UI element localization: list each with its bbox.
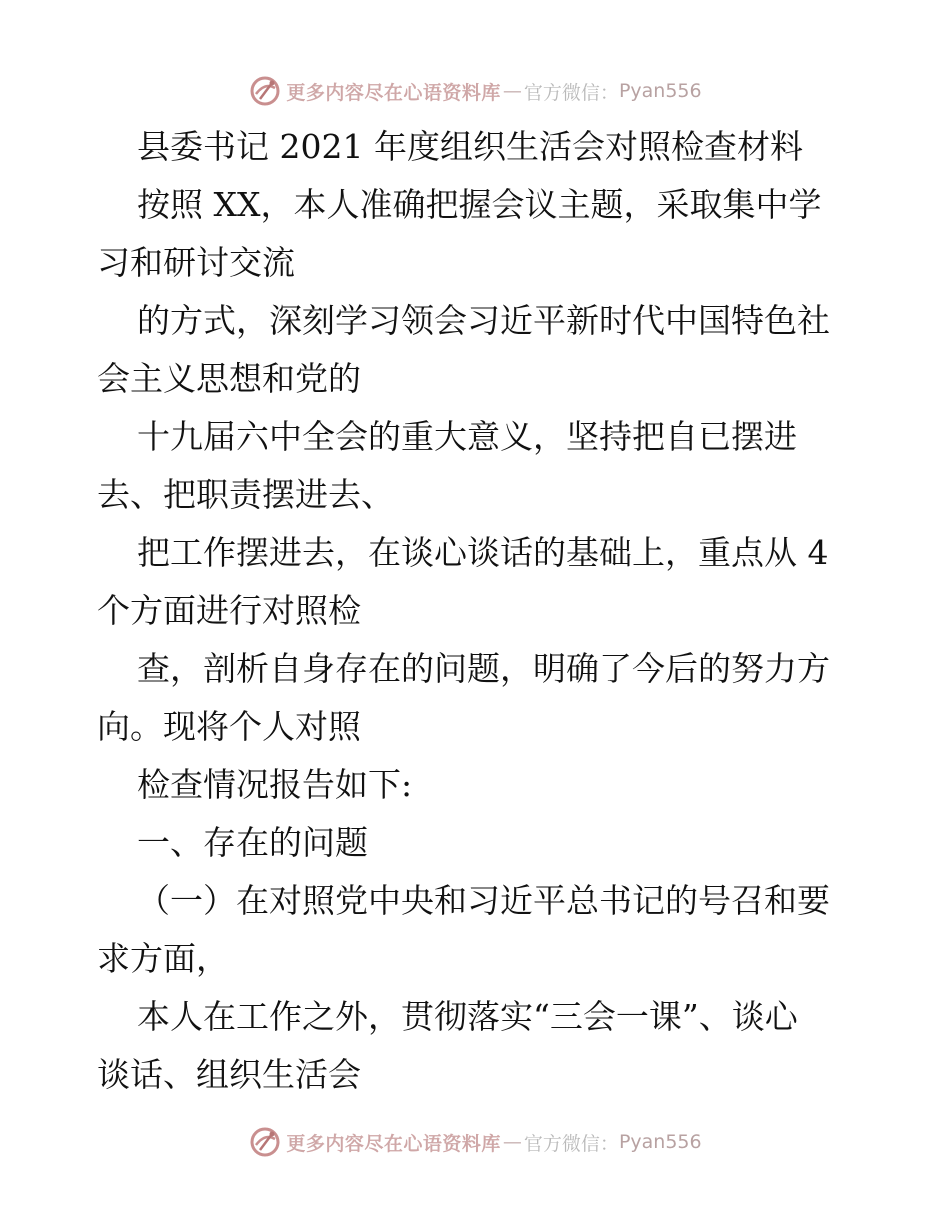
watermark-label: 官方微信： bbox=[523, 81, 619, 104]
text-line: 把工作摆进去，在谈心谈话的基础上，重点从 4 bbox=[137, 533, 829, 572]
watermark-separator: — bbox=[502, 1131, 522, 1153]
watermark-separator: — bbox=[502, 80, 522, 102]
text-line: 会主义思想和党的 bbox=[97, 359, 361, 398]
text-line: 习和研讨交流 bbox=[97, 243, 295, 282]
text-line: 个方面进行对照检 bbox=[97, 591, 361, 630]
watermark-wechat-id: Pyan556 bbox=[618, 80, 702, 102]
text-line: 向。现将个人对照 bbox=[97, 707, 361, 746]
section-heading: 一、存在的问题 bbox=[137, 823, 368, 862]
text-line: 求方面， bbox=[97, 939, 229, 978]
text-line: 的方式，深刻学习领会习近平新时代中国特色社 bbox=[137, 301, 830, 340]
watermark-text: 更多内容尽在心语资料库 bbox=[286, 81, 501, 104]
text-line: 谈话、组织生活会 bbox=[97, 1055, 361, 1094]
text-line: 十九届六中全会的重大意义，坚持把自已摆进 bbox=[137, 417, 797, 456]
subsection-heading: （一）在对照党中央和习近平总书记的号召和要 bbox=[137, 881, 830, 920]
logo-icon bbox=[248, 1125, 282, 1159]
watermark-wechat-id: Pyan556 bbox=[618, 1131, 702, 1153]
watermark-text: 更多内容尽在心语资料库 bbox=[286, 1132, 501, 1155]
text-line: 检查情况报告如下: bbox=[137, 765, 413, 804]
text-line: 去、把职责摆进去、 bbox=[97, 475, 394, 514]
document-body bbox=[97, 118, 867, 1104]
text-line: 查，剖析自身存在的问题，明确了今后的努力方 bbox=[137, 649, 830, 688]
text-line: 本人在工作之外，贯彻落实“三会一课”、谈心 bbox=[137, 997, 798, 1036]
document-title: 县委书记 2021 年度组织生活会对照检查材料 bbox=[137, 127, 803, 166]
logo-icon bbox=[248, 74, 282, 108]
watermark-footer bbox=[0, 1124, 950, 1160]
text-line: 按照 XX，本人准确把握会议主题，采取集中学 bbox=[137, 185, 822, 224]
watermark-header bbox=[0, 73, 950, 109]
watermark-label: 官方微信： bbox=[523, 1132, 619, 1155]
